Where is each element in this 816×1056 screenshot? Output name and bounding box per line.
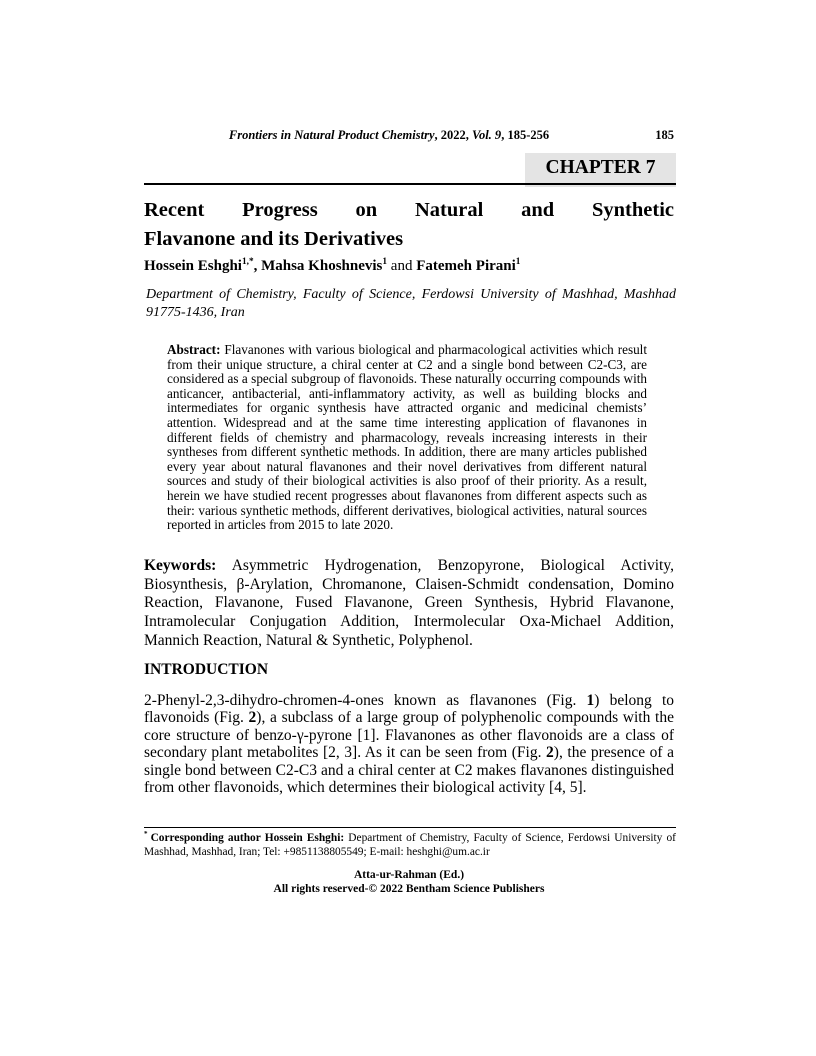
footnote-divider [144, 827, 676, 828]
footer-editor: Atta-ur-Rahman (Ed.) [353, 869, 465, 881]
footer-rights: All rights reserved-© 2022 Bentham Science Publishers [273, 882, 545, 895]
page-number: 185 [655, 128, 674, 142]
section-heading-introduction: INTRODUCTION [144, 661, 269, 678]
chapter-title-line2: Flavanone and its Derivatives [144, 228, 404, 250]
keywords-paragraph: Keywords: Asymmetric Hydrogenation, Benzopyrone, Biological Activity, Biosynthesis, β-Arylation, Chromanone, Claisen-Schmidt condensation, Domino Reaction, Flavanone, Fused Flavanone, Green Synthesis, Hybrid Flavanone, Intramolecular Conjugation Addition, Intermolecular Oxa-Michael Addition, Mannich Reaction, Natural & Synthetic, Polyphenol. [144, 557, 674, 649]
journal-citation: Frontiers in Natural Product Chemistry, 2022, Vol. 9, 185-256 [228, 128, 550, 142]
page-header [144, 128, 674, 143]
corresponding-author-footnote: * Corresponding author Hossein Eshghi: Department of Chemistry, Faculty of Science, Ferdowsi University of Mashhad, Mashhad, Iran; Tel: +9851138805549; E-mail: heshghi@um.ac.ir [144, 830, 676, 858]
header-rule [144, 183, 676, 185]
publisher-footer [144, 869, 674, 896]
authors-line: Hossein Eshghi$^{1,*}$, Mahsa Khoshnevis$^1$ and Fatemeh Pirani$^1$ [144, 257, 521, 274]
affiliation: Department of Chemistry, Faculty of Science, Ferdowsi University of Mashhad, Mashhad 91775-1436, Iran [146, 287, 676, 320]
chapter-title [144, 196, 674, 254]
chapter-badge: CHAPTER 7 [525, 153, 676, 187]
introduction-paragraph: 2-Phenyl-2,3-dihydro-chromen-4-ones known as flavanones (Fig. 1) belong to flavonoids (Fig. 2), a subclass of a large group of polyphenolic compounds with the core structure of benzo-γ-pyrone [1]. Flavanones as other flavonoids are a class of secondary plant metabolites [2, 3]. As it can be seen from (Fig. 2), the presence of a single bond between C2-C3 and a chiral center at C2 makes flavanones distinguished from other flavonoids, which determines their biological activity [4, 5]. [144, 692, 675, 797]
abstract-paragraph: Abstract: Flavanones with various biological and pharmacological activities which result from their unique structure, a chiral center at C2 and a single bond between C2-C3, are considered as a special subgroup of flavonoids. These naturally occurring compounds with anticancer, antibacterial, anti-inflammatory activity, as well as building blocks and intermediates for organic synthesis have attracted organic and medicinal chemists’ attention. Widespread and at the same time interesting application of flavanones in different fields of chemistry and pharmacology, reveals increasing interests in their syntheses from different synthetic methods. In addition, there are many articles published every year about natural flavanones and their novel derivatives from different natural sources and study of their biological activities is also proof of their priority. As a result, herein we have studied recent progresses about flavanones from different aspects such as their: various synthetic methods, different derivatives, biological activities, natural sources reported in articles from 2015 to late 2020. [167, 342, 647, 533]
chapter-title-line1: Recent Progress on Natural and Synthetic [144, 199, 674, 221]
